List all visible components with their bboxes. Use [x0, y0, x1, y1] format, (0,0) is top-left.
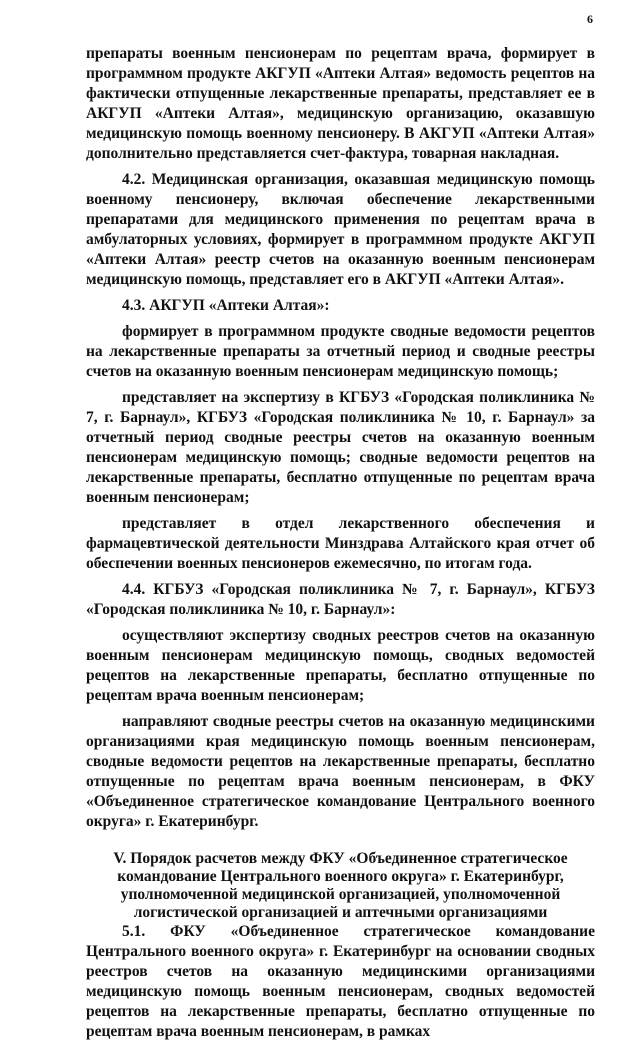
paragraph-4-3-item-1: формирует в программном продукте сводные ведомости рецептов на лекарственные препараты за отчетный период и сводные реестры счетов на оказанную военным пенсионерам медицинскую помощь;: [86, 323, 595, 380]
paragraph-4-4-item-2: направляют сводные реестры счетов на оказанную медицинскими организациями края медицинскую помощь военным пенсионерам, сводные ведомости рецептов на лекарственные препараты, бесплатно отпущенные по рецептам врача военным пенсионерам, в ФКУ «Объединенное стратегическое командование Центрального военного округа» г. Екатеринбург.: [86, 713, 595, 830]
paragraph-4-2: 4.2. Медицинская организация, оказавшая медицинскую помощь военному пенсионеру, включая обеспечение лекарственными препаратами для медицинского применения по рецептам врача в амбулаторных условиях, формирует в программном продукте АКГУП «Аптеки Алтая» реестр счетов на оказанную военным пенсионерам медицинскую помощь, представляет его в АКГУП «Аптеки Алтая».: [86, 171, 595, 288]
paragraph-4-4: 4.4. КГБУЗ «Городская поликлиника № 7, г. Барнаул», КГБУЗ «Городская поликлиника № 10, г. Барнаул»:: [86, 581, 595, 618]
section-heading: V. Порядок расчетов между ФКУ «Объединенное стратегическое командование Центрального военного округа» г. Екатеринбург, уполномоченной медицинской организацией, уполномоченной логистической организацией и аптечными организациями: [113, 850, 568, 921]
paragraph-5-1: 5.1. ФКУ «Объединенное стратегическое командование Центрального военного округа» г. Екатеринбург на основании сводных реестров счетов на оказанную медицинскими организациями медицинскую помощь военным пенсионерам, сводных ведомостей рецептов на лекарственные препараты, бесплатно отпущенные по рецептам врача военным пенсионерам, в рамках: [86, 923, 595, 1040]
paragraph-4-3-item-3: представляет в отдел лекарственного обеспечения и фармацевтической деятельности Минздрава Алтайского края отчет об обеспечении военных пенсионеров ежемесячно, по итогам года.: [86, 515, 595, 572]
paragraph-4-3-item-2: представляет на экспертизу в КГБУЗ «Городская поликлиника № 7, г. Барнаул», КГБУЗ «Городская поликлиника № 10, г. Барнаул» за отчетный период сводные реестры счетов на оказанную военным пенсионерам медицинскую помощь; сводные ведомости рецептов на лекарственные препараты, бесплатно отпущенные по рецептам врача военным пенсионерам;: [86, 389, 595, 506]
paragraph-4-4-item-1: осуществляют экспертизу сводных реестров счетов на оказанную военным пенсионерам медицинскую помощь, сводных ведомостей рецептов на лекарственные препараты, бесплатно отпущенные по рецептам врача военным пенсионерам;: [86, 627, 595, 704]
paragraph-continuation: препараты военным пенсионерам по рецептам врача, формирует в программном продукте АКГУП «Аптеки Алтая» ведомость рецептов на фактически отпущенные лекарственные препараты, представляет ее в АКГУП «Аптеки Алтая», медицинскую организацию, оказавшую медицинскую помощь военному пенсионеру. В АКГУП «Аптеки Алтая» дополнительно представляется счет-фактура, товарная накладная.: [86, 45, 595, 162]
document-body: [86, 44, 595, 1048]
page-number: 6: [587, 12, 593, 26]
paragraph-4-3: 4.3. АКГУП «Аптеки Алтая»:: [122, 297, 330, 314]
